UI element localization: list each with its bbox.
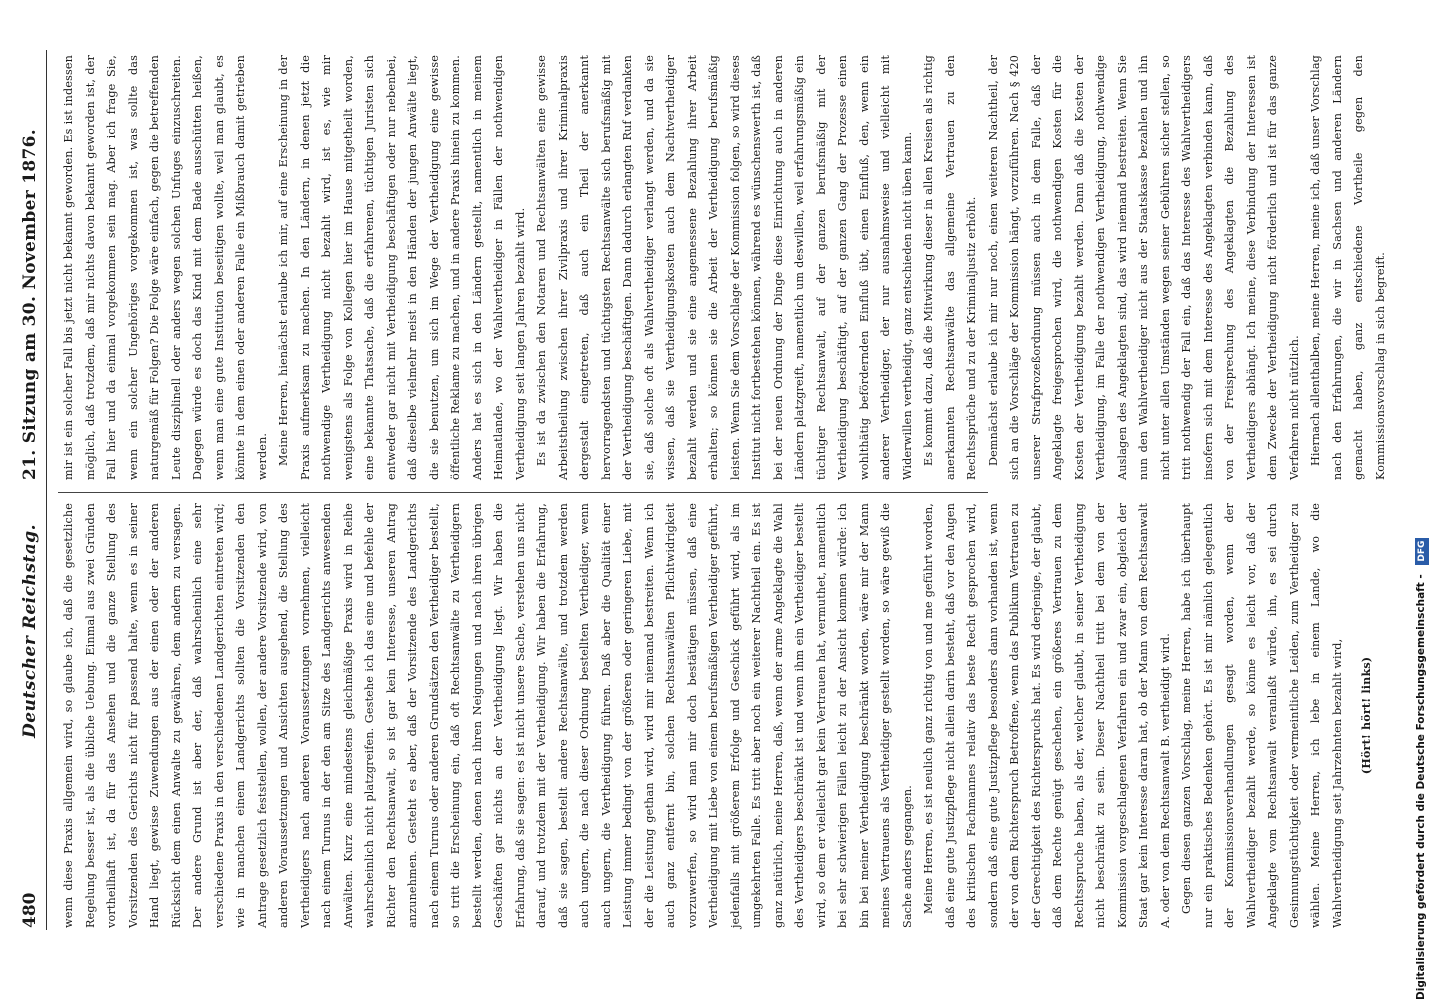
paragraph: Meine Herren, es ist neulich ganz richtig von und me geführt worden, daß eine gute Justizpflege nicht allein darin besteht, daß vor den Augen des kritischen Fachmannes relativ das beste Recht gesprochen wird, sondern daß eine gute Justizpflege besonders dann vorhanden ist, wenn der von dem Richterspruch Betroffene, wenn das Publikum Vertrauen zu der Gerechtigkeit des Richterspruchs hat. Es wird derjenige, der glaubt, daß dem Rechte genügt geschehen, ein größeres Vertrauen zu dem Rechtsspruche haben, als der, welcher glaubt, in seiner Vertheidigung nicht beschränkt zu sein. Dieser Nachtheil tritt bei dem von der Kommission vorgeschlagenen Verfahren ein und zwar ein, obgleich der Staat gar kein Interesse daran hat, ob der Mann von dem Rechtsanwalt A. oder von dem Rechtsanwalt B. vertheidigt wird. [922,503,1172,928]
column-divider [58,492,988,493]
right-column [58,55,1391,480]
paragraph: wenn diese Praxis allgemein wird, so glaube ich, daß die gesetzliche Regelung besser ist, als die übliche Uebung. Einmal aus zwei Gründen vortheilhaft ist, da für das Ansehen und die ganze Stellung des Vorsitzenden des Gerichts nicht für passend halte, wenn es in seiner Hand liegt, gewisse Zuwendungen aus der einen oder der anderen Rücksicht dem einen Anwalte zu gewähren, dem andern zu versagen. Der andere Grund ist aber der, daß wahrscheinlich eine sehr verschiedene Praxis in den verschiedenen Landgerichten eintreten wird; wie in manchen einem Landgerichts sollten die Vorsitzenden den Antrage gesetzlich feststellen, wollen, der andere Vorsitzende wird, von anderen Voraussetzungen und Ansichten ausgehend, die Stellung des Vertheidigers nach anderen Voraussetzungen vornehmen, vielleicht nach einem Turnus in der den am Sitze des Landgerichts anwesenden Anwälten. Kurz eine mindestens gleichmäßige Praxis wird in Reihe wahrscheinlich nicht platzgreifen. Gestehe ich das eine und befehle der Richter den Rechtsanwalt, so ist gar kein Interesse, unseren Antrag anzunehmen. Gesteht es aber, daß der Vorsitzende des Landgerichts nach einem Turnus oder anderen Grundsätzen den Vertheidiger bestellt, so tritt die Erscheinung ein, daß oft Rechtsanwälte zu Vertheidigern bestellt werden, denen nach ihren Neigungen und nach ihren übrigen Geschäften gar nichts an der Vertheidigung liegt. Wir haben die Erfahrung, daß sie sagen: es ist nicht unsere Sache, verstehen uns nicht darauf, und trotzdem mit der Vertheidigung. Wir haben die Erfahrung, daß sie sagen, bestellt andere Rechtsanwälte, und trotzdem werden auch ungern, die nach dieser Ordnung bestellten Vertheidiger, wenn auch ungern, die Vertheidigung führen. Daß aber die Qualität einer Leistung immer bedingt von der größeren oder geringeren Liebe, mit der die Leistung gethan wird, wird mir niemand bestreiten. Wenn ich auch ganz entfernt bin, solchen Rechtsanwälten Pflichtwidrigkeit vorzuwerfen, so wird man mir doch bestätigen müssen, daß eine Vertheidigung mit Liebe von einem berufsmäßigen Vertheidiger geführt, jedenfalls mit größerem Erfolge und Geschick geführt wird, als im umgekehrten Falle. Es tritt aber noch ein weiterer Nachtheil ein. Es ist ganz natürlich, meine Herren, daß, wenn der arme Angeklagte die Wahl des Vertheidigers beschränkt ist und wenn ihm ein Vertheidiger bestellt wird, so dem er vielleicht gar kein Vertrauen hat, vermuthet, namentlich bei sehr schwierigen Fällen leicht zu der Ansicht kommen würde: ich bin bei meiner Vertheidigung beschränkt worden, wäre mir der Mann meines Vertrauens als Vertheidiger gestellt worden, so wäre gewiß die Sache anders gegangen. [62,503,914,928]
paragraph: Es ist da zwischen den Notaren und Rechtsanwälten eine gewisse Arbeitstheilung zwischen ihrer Zivilpraxis und ihrer Kriminalpraxis dergestalt eingetreten, daß auch ein Theil der anerkannt hervorragendsten und tüchtigsten Rechtsanwälte sich berufsmäßig mit der Vertheidigung beschäftigen. Dann dadurch erlangten Ruf verdanken sie, daß solche oft als Wahlvertheidiger verlangt werden, und da sie wissen, daß sie Vertheidigungskosten auch dem Nachtvertheidiger bezahlt werden und sie eine angemessene Bezahlung ihrer Arbeit erhalten; so können sie die Arbeit der Vertheidigung berufsmäßig leisten. Wenn Sie dem Vorschlage der Kommission folgen, so wird dieses Institut nicht fortbestehen können, während es wünschenswerth ist, daß bei der neuen Ordnung der Dinge diese Einrichtung auch in anderen Ländern platzgreift, namentlich um deswillen, weil erfahrungsmäßig ein tüchtiger Rechtsanwalt, auf der ganzen berufsmäßig mit der Vertheidigung beschäftigt, auf der ganzen Gang der Prozesse einen wohlthätig befördernden Einfluß übt, einen Einfluß, den, wenn ein anderer Vertheidiger, der nur ausnahmsweise und vielleicht mit Widerwillen vertheidigt, ganz entschieden nicht üben kann. [535,55,914,480]
page-number: 480 [20,892,40,928]
credit-text: Digitalisierung gefördert durch die Deutsche Forschungsgemeinschaft - [1415,574,1427,1000]
paragraph: Demnächst erlaube ich mir nur noch, einen weiteren Nachtheil, der sich an die Vorschläge der Kommission hängt, vorzuführen. Nach § 420 unserer Strafprozeßordnung müssen auch in dem Falle, daß der Angeklagte freigesprochen wird, die nothwendigen Kosten für die Kosten der Vertheidigung bezahlt werden. Dann daß die Kosten der Vertheidigung, im Falle der nothwendigen Vertheidigung, nothwendige Auslagen des Angeklagten sind, das wird niemand bestreiten. Wenn Sie nun den Wahlvertheidiger nicht aus der Staatskasse bezahlen und ihn nicht unter allen Umständen wegen seiner Gebühren sicher stellen, so tritt nothwendig der Fall ein, daß das Interesse des Wahlvertheidigers insofern sich mit dem Interesse des Angeklagten verbinden kann, daß von der Freisprechung des Angeklagten die Bezahlung des Vertheidigers abhängt. Ich meine, diese Verbindung der Interessen ist dem Zwecke der Vertheidigung nicht förderlich und ist für das ganze Verfahren nicht nützlich. [986,55,1301,480]
interjection: (Hört! hört! links) [1359,656,1373,775]
paragraph: mir ist ein solcher Fall bis jetzt nicht bekannt geworden. Es ist indessen möglich, daß trotzdem, daß mir nichts davon bekannt geworden ist, der Fall hier und da einmal vorgekommen sein mag. Aber ich frage Sie, wenn ein solcher Ungehöriges vorgekommen ist, was sollte das naturgemäß für Folgen? Die Folge wäre einfach, gegen die betreffenden Leute disziplinell oder anders wegen solchen Unfuges einzuschreiten. Dagegen würde es doch das Kind mit dem Bade ausschütten heißen, wenn man eine gute Institution beseitigen wollte, weil man glaubt, es könnte in dem einen oder anderen Falle ein Mißbrauch damit getrieben werden. [62,55,269,480]
paragraph: Hiernach allenthalben, meine Herren, meine ich, daß unser Vorschlag nach den Erfahrungen, die wir in Sachsen und anderen Ländern gemacht haben, ganz entschiedene Vortheile gegen den Kommissionsvorschlag in sich begreift. [1309,55,1387,480]
publication-title: Deutscher Reichstag. [20,523,40,738]
dfg-logo: DFG [1415,538,1429,565]
paragraph: Meine Herren, hienächst erlaube ich mir, auf eine Erscheinung in der Praxis aufmerksam zu machen. In den Ländern, in denen jetzt die nothwendige Vertheidigung nicht bezahlt wird, ist es, wie mir wenigstens als Folge von Kollegen hier im Hause mitgetheilt worden, eine bekannte Thatsache, daß die erfahrenen, tüchtigen Juristen sich entweder gar nicht mit Vertheidigung beschäftigen oder nur nebenbei, daß dieselbe vielmehr meist in den Händen der jungen Anwälte liegt, die sie benutzen, um sich im Wege der Vertheidigung eine gewisse öffentliche Reklame zu machen, und in andere Praxis hinein zu kommen. Anders hat es sich in den Ländern gestellt, namentlich in meinem Heimatlande, wo der Wahlvertheidiger in Fällen der nothwendigen Vertheidigung seit langen Jahren bezahlt wird. [277,55,527,480]
header-rule [46,50,47,930]
session-heading: 21. Sitzung am 30. November 1876. [20,129,40,480]
paragraph: Gegen diesen ganzen Vorschlag, meine Herren, habe ich überhaupt nur ein praktisches Bedenken gehört. Es ist mir nämlich gelegentlich der Kommissionsverhandlungen gesagt worden, wenn der Wahlvertheidiger bezahlt werde, so könne es leicht vor, daß der Angeklagte vom Rechtsanwalt veranlaßt würde, ihn, es sei durch Gesinnungstüchtigkeit oder vermeintliche Leiden, zum Vertheidiger zu wählen. Meine Herren, ich lebe in einem Lande, wo die Wahlvertheidigung seit Jahrzehnten bezahlt wird, [1180,503,1344,928]
paragraph: Es kommt dazu, daß die Mitwirkung dieser in allen Kreisen als richtig anerkannten Rechtsanwälte das allgemeine Vertrauen zu den Rechtssprüche und zu der Kriminaljustiz erhöht. [922,55,978,480]
digitization-credit [1415,0,1429,1000]
left-column [58,503,1378,928]
